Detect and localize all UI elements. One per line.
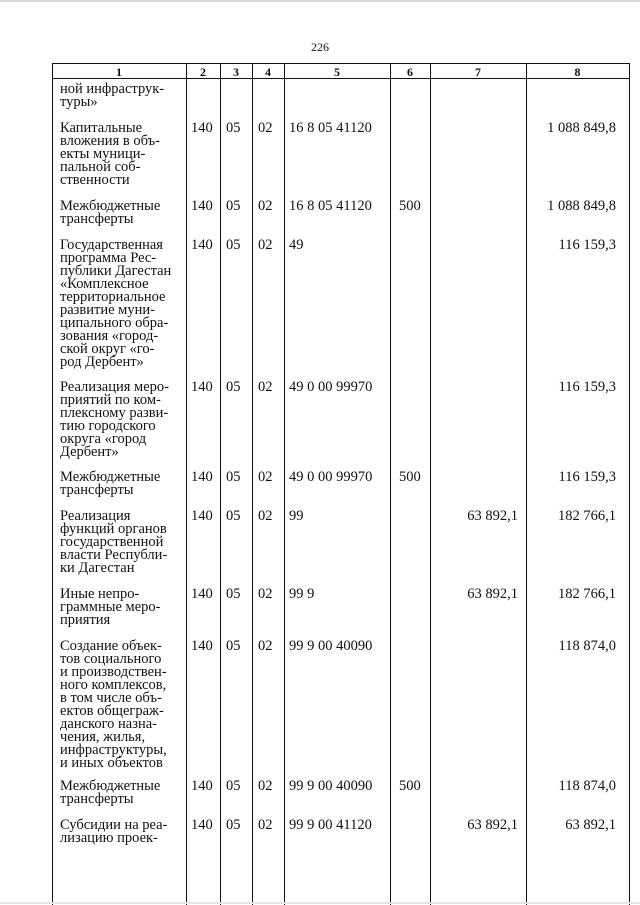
cell-expense-type: 500 [399,778,421,794]
row-description: Государственная программа Рес- публики Дагестан «Комплексное территориальное развитие муни- ципального обра- зования «город- ской округ «го- род Дербент» [60,237,172,370]
scan-bottom-edge [0,902,640,904]
cell-target-article: 16 8 05 41120 [289,120,372,136]
cell-amount: 1 088 849,8 [547,198,616,214]
column-border [629,63,630,905]
cell-code: 140 [191,638,213,654]
column-header: 8 [574,65,581,79]
cell-target-article: 99 9 00 41120 [289,817,372,833]
cell-subsection: 02 [258,778,273,794]
cell-target-article: 99 9 00 40090 [289,638,373,654]
cell-subsection: 02 [258,586,273,602]
cell-subsection: 02 [258,817,273,833]
row-description: Межбюджетные трансферты [60,778,161,807]
column-header: 1 [116,65,122,79]
cell-code: 140 [191,469,213,485]
cell-section: 05 [226,508,241,524]
column-border [52,63,53,905]
cell-amount: 116 159,3 [558,237,616,253]
cell-amount-prior: 63 892,1 [467,817,518,833]
cell-code: 140 [191,120,213,136]
cell-section: 05 [226,469,241,485]
cell-target-article: 16 8 05 41120 [289,198,372,214]
row-description: Создание объек- тов социального и производствен- ного комплексов, в том числе объ- ектов общеграж- данского назна- чения, жилья, инфраструктуры, и иных объектов [60,638,167,771]
cell-code: 140 [191,237,213,253]
cell-code: 140 [191,586,213,602]
column-header: 2 [200,65,206,79]
column-header: 5 [334,65,340,79]
cell-section: 05 [226,198,241,214]
cell-subsection: 02 [258,469,273,485]
cell-amount-prior: 63 892,1 [467,508,518,524]
cell-amount: 1 088 849,8 [547,120,616,136]
cell-target-article: 99 [289,508,304,524]
row-description: Субсидии на реа- лизацию проек- [60,817,168,846]
cell-amount: 182 766,1 [558,586,616,602]
scan-top-edge [0,0,640,2]
row-description: Межбюджетные трансферты [60,198,161,227]
cell-amount: 116 159,3 [558,379,616,395]
row-description: Реализация функций органов государственной власти Республи- ки Дагестан [60,508,168,576]
cell-code: 140 [191,198,213,214]
row-description: Иные непро- граммные меро- приятия [60,586,161,628]
cell-subsection: 02 [258,508,273,524]
cell-section: 05 [226,638,241,654]
column-border [430,63,431,905]
cell-target-article: 49 0 00 99970 [289,469,373,485]
cell-subsection: 02 [258,198,273,214]
cell-code: 140 [191,817,213,833]
cell-section: 05 [226,586,241,602]
column-border [284,63,285,905]
row-description: Реализация меро- приятий по ком- плексному разви- тию городского округа «город Дербент» [60,379,169,460]
cell-target-article: 99 9 [289,586,315,602]
cell-subsection: 02 [258,237,273,253]
column-header: 7 [475,65,481,79]
cell-amount: 182 766,1 [558,508,616,524]
column-border [186,63,187,905]
cell-section: 05 [226,120,241,136]
cell-expense-type: 500 [399,198,421,214]
cell-amount: 118 874,0 [558,778,616,794]
cell-target-article: 49 [289,237,304,253]
cell-target-article: 99 9 00 40090 [289,778,373,794]
column-border [390,63,391,905]
row-description: Капитальные вложения в объ- екты муници- пальной соб- ственности [60,120,160,188]
page-number: 226 [311,40,329,54]
cell-code: 140 [191,379,213,395]
cell-amount-prior: 63 892,1 [467,586,518,602]
cell-amount: 63 892,1 [565,817,616,833]
cell-subsection: 02 [258,120,273,136]
row-description: ной инфраструк- туры» [60,81,165,110]
cell-expense-type: 500 [399,469,421,485]
column-header: 4 [265,65,271,79]
cell-section: 05 [226,817,241,833]
column-border [220,63,221,905]
cell-code: 140 [191,508,213,524]
cell-amount: 118 874,0 [558,638,616,654]
cell-section: 05 [226,237,241,253]
row-description: Межбюджетные трансферты [60,469,161,498]
column-border [252,63,253,905]
column-header: 6 [407,65,413,79]
column-header: 3 [233,65,239,79]
cell-code: 140 [191,778,213,794]
column-border [526,63,527,905]
cell-subsection: 02 [258,638,273,654]
cell-section: 05 [226,379,241,395]
cell-amount: 116 159,3 [558,469,616,485]
table-top-border [52,63,630,64]
cell-section: 05 [226,778,241,794]
cell-target-article: 49 0 00 99970 [289,379,373,395]
cell-subsection: 02 [258,379,273,395]
